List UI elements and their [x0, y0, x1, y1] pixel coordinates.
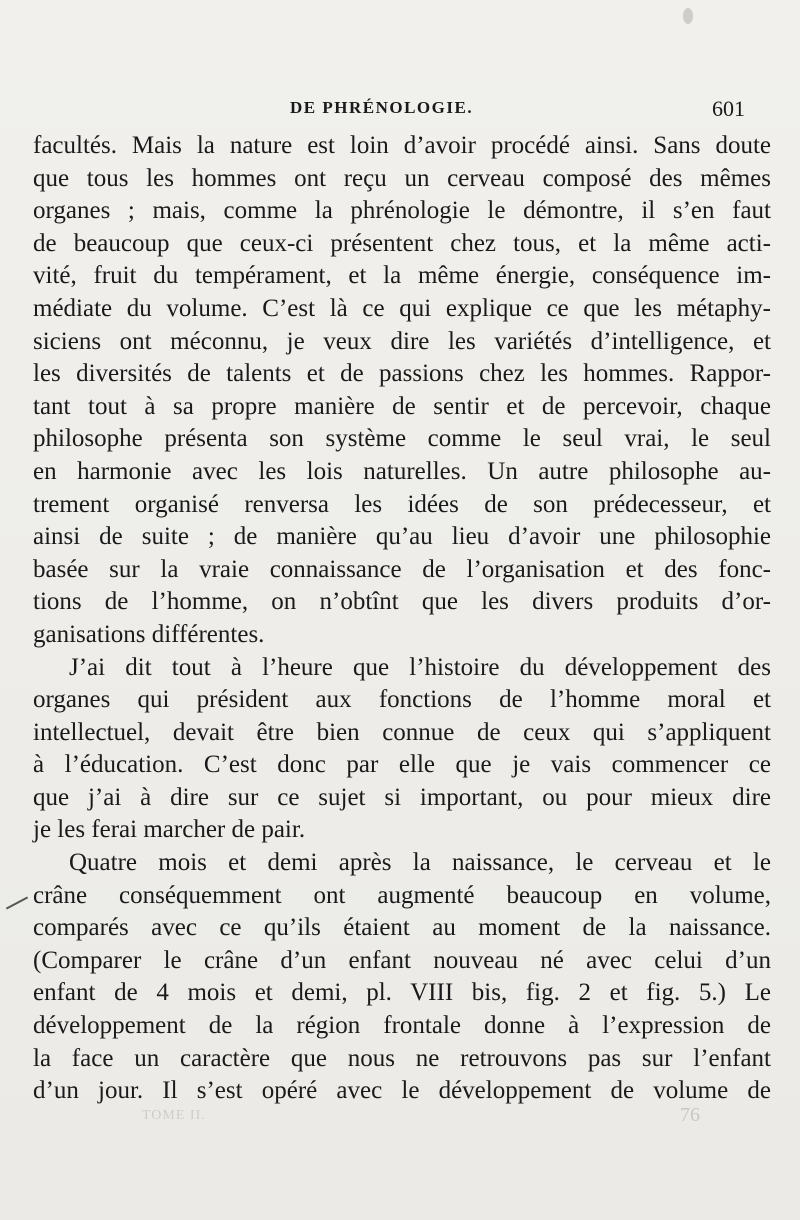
text-line: ainsi de suite ; de manière qu’au lieu d’avoir une philosophie: [33, 523, 771, 551]
text-line: siciens ont méconnu, je veux dire les variétés d’intelligence, et: [33, 327, 771, 355]
running-head: DE PHRÉNOLOGIE.: [290, 98, 474, 117]
text-line: comparés avec ce qu’ils étaient au moment de la naissance.: [33, 914, 771, 942]
footer-tome: TOME II.: [142, 1108, 206, 1123]
text-line: (Comparer le crâne d’un enfant nouveau né avec celui d’un: [33, 946, 771, 974]
body-text: [33, 130, 771, 1108]
text-line: d’un jour. Il s’est opéré avec le développement de volume de: [33, 1077, 771, 1105]
text-line: tant tout à sa propre manière de sentir et de percevoir, chaque: [33, 392, 771, 420]
paragraph-first-line: J’ai dit tout à l’heure que l’histoire du développement des: [69, 653, 771, 681]
text-line: en harmonie avec les lois naturelles. Un autre philosophe au-: [33, 457, 771, 485]
text-line: organes qui président aux fonctions de l’homme moral et: [33, 686, 771, 714]
text-line: que j’ai à dire sur ce sujet si important, ou pour mieux dire: [33, 783, 771, 811]
text-line: organes ; mais, comme la phrénologie le démontre, il s’en faut: [33, 197, 771, 225]
page-number: 601: [712, 96, 745, 121]
text-line: vité, fruit du tempérament, et la même énergie, conséquence im-: [33, 262, 771, 290]
text-line: trement organisé renversa les idées de son prédecesseur, et: [33, 490, 771, 518]
text-line: enfant de 4 mois et demi, pl. VIII bis, fig. 2 et fig. 5.) Le: [33, 979, 771, 1007]
signature-mark: 76: [680, 1104, 700, 1126]
text-line: tions de l’homme, on n’obtînt que les divers produits d’or-: [33, 588, 771, 616]
text-line: les diversités de talents et de passions chez les hommes. Rappor-: [33, 360, 771, 388]
text-line: la face un caractère que nous ne retrouvons pas sur l’enfant: [33, 1044, 771, 1072]
text-line: facultés. Mais la nature est loin d’avoir procédé ainsi. Sans doute: [33, 132, 771, 159]
text-line: de beaucoup que ceux-ci présentent chez tous, et la même acti-: [33, 229, 771, 257]
text-line: intellectuel, devait être bien connue de ceux qui s’appliquent: [33, 718, 771, 746]
text-line: basée sur la vraie connaissance de l’organisation et des fonc-: [33, 555, 771, 583]
text-line: je les ferai marcher de pair.: [33, 816, 306, 844]
margin-pen-mark: [6, 896, 28, 909]
text-line: ganisations différentes.: [33, 620, 265, 648]
text-line: que tous les hommes ont reçu un cerveau composé des mêmes: [33, 164, 771, 192]
text-line: médiate du volume. C’est là ce qui explique ce que les métaphy-: [33, 294, 771, 322]
ink-speck: [683, 8, 693, 24]
text-line: philosophe présenta son système comme le seul vrai, le seul: [33, 425, 771, 453]
text-line: développement de la région frontale donne à l’expression de: [33, 1012, 771, 1040]
paragraph-first-line: Quatre mois et demi après la naissance, le cerveau et le: [69, 849, 771, 877]
text-line: à l’éducation. C’est donc par elle que je vais commencer ce: [33, 751, 771, 779]
text-line: crâne conséquemment ont augmenté beaucoup en volume,: [33, 881, 771, 909]
